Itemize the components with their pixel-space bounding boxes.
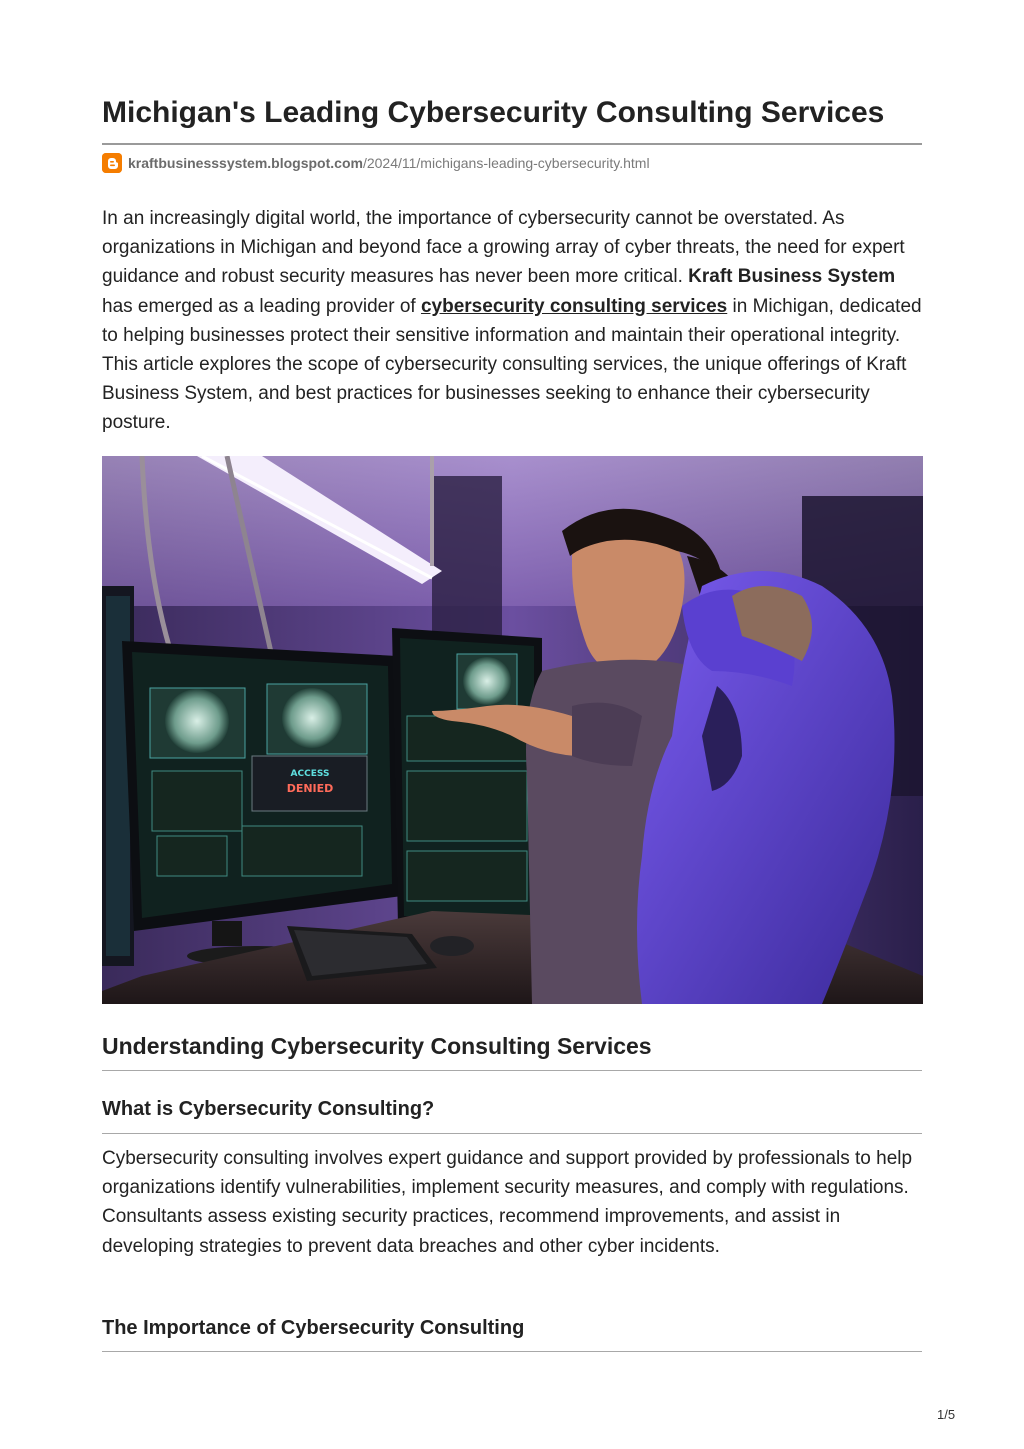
title-divider	[102, 143, 922, 145]
subsection-paragraph: Cybersecurity consulting involves expert guidance and support provided by professionals to help organizations identify vulnerabilities, implement security measures, and comply with regulations. Consultants assess existing security practices, recommend improvements, and assist in developing strategies to prevent data breaches and other cyber incidents.	[102, 1148, 913, 1257]
hero-image	[102, 456, 923, 1004]
section-heading: Understanding Cybersecurity Consulting Services	[102, 1033, 652, 1059]
subsection-divider	[102, 1351, 922, 1352]
intro-text-2: has emerged as a leading provider of	[102, 295, 421, 317]
company-name: Kraft Business System	[688, 266, 896, 288]
section-divider	[102, 1070, 922, 1071]
subsection-heading: What is Cybersecurity Consulting?	[102, 1098, 435, 1120]
screen-access-text: ACCESS	[290, 769, 330, 779]
page-number: 1/5	[937, 1407, 956, 1422]
source-path: /2024/11/michigans-leading-cybersecurity.html	[362, 155, 650, 171]
blogger-icon	[102, 153, 122, 173]
source-link[interactable]	[102, 152, 650, 174]
intro-text-3: in Michigan, dedicated to helping businesses protect their sensitive information and maintain their operational integrity. This article explores the scope of cybersecurity consulting services, the unique offerings of Kraft Business System, and best practices for businesses seeking to enhance their cybersecurity posture.	[102, 295, 922, 434]
source-domain: kraftbusinesssystem.blogspot.com	[128, 155, 363, 171]
screen-denied-text: DENIED	[286, 782, 334, 795]
intro-paragraph	[102, 204, 924, 438]
consulting-services-link[interactable]: cybersecurity consulting services	[420, 295, 728, 317]
subsection-heading: The Importance of Cybersecurity Consulting	[102, 1317, 525, 1339]
intro-text-1: In an increasingly digital world, the importance of cybersecurity cannot be overstated. As organizations in Michigan and beyond face a growing array of cyber threats, the need for expert guidance and robust security measures has never been more critical.	[102, 208, 905, 288]
subsection-divider	[102, 1133, 922, 1134]
page-title: Michigan's Leading Cybersecurity Consulting Services	[102, 96, 885, 129]
